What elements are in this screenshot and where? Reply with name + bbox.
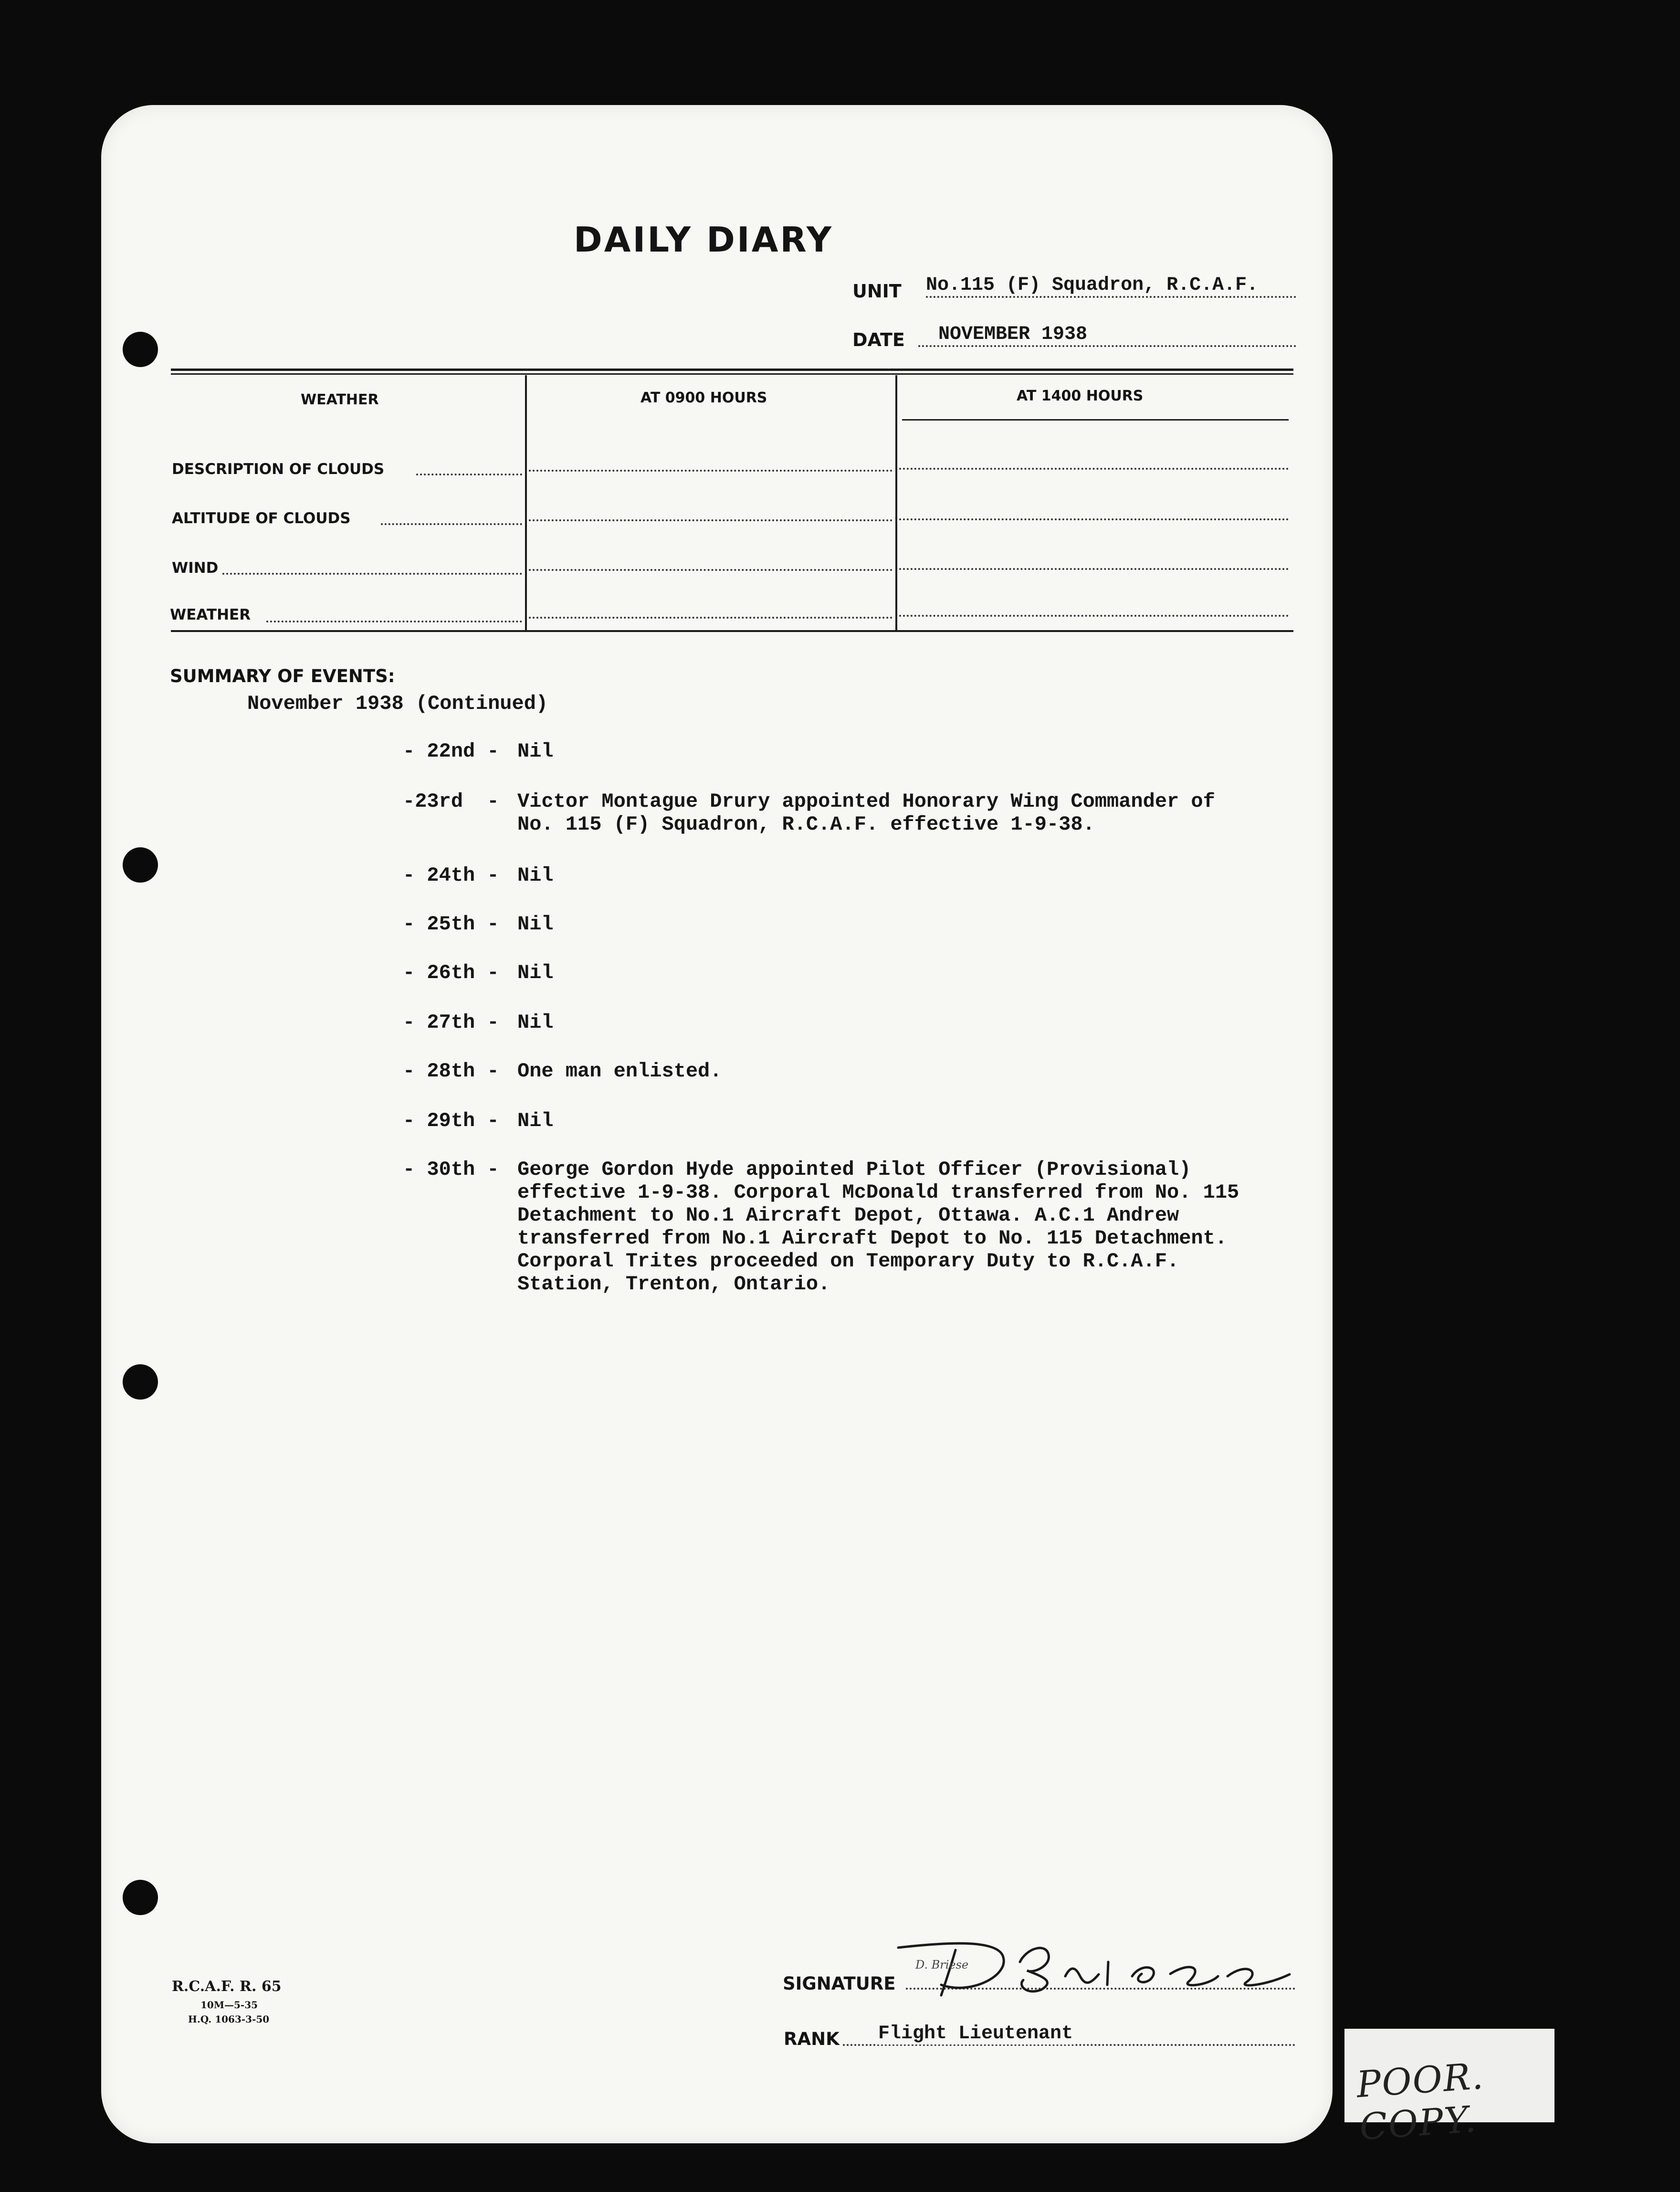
date-label: DATE [852, 329, 905, 350]
entry-date: -23rd - [403, 790, 499, 813]
table-column-divider [895, 375, 897, 630]
row-dotted-line [222, 573, 522, 575]
row-dotted-line [266, 621, 522, 622]
row-dotted-line [899, 468, 1289, 470]
table-header-weather: WEATHER [301, 391, 379, 408]
row-dotted-line [899, 568, 1289, 570]
form-title: DAILY DIARY [574, 220, 834, 260]
table-top-rule-2 [171, 373, 1293, 375]
signature-label: SIGNATURE [783, 1973, 896, 1994]
entry-date: - 25th - [403, 913, 499, 936]
unit-dotted-line [926, 296, 1296, 298]
entry-text: Nil [517, 740, 554, 763]
entry-date: - 22nd - [403, 740, 499, 763]
poor-copy-text: POOR. COPY. [1355, 2054, 1485, 2149]
entry-text: Nil [517, 864, 554, 887]
form-code: R.C.A.F. R. 65 [172, 1978, 282, 1995]
table-header-0900: AT 0900 HOURS [640, 390, 767, 406]
row-dotted-line [529, 569, 892, 571]
print-code: H.Q. 1063-3-50 [188, 2013, 270, 2025]
diary-page [101, 105, 1333, 2143]
entry-date: - 27th - [403, 1011, 499, 1034]
entry-text: One man enlisted. [517, 1060, 722, 1083]
row-label-altitude-of-clouds: ALTITUDE OF CLOUDS [172, 510, 351, 527]
row-label-weather: WEATHER [170, 606, 251, 623]
punch-hole [123, 847, 158, 883]
row-dotted-line [529, 470, 892, 472]
entry-text: Nil [517, 913, 554, 936]
date-dotted-line [918, 345, 1296, 347]
row-label-description-of-clouds: DESCRIPTION OF CLOUDS [172, 461, 385, 478]
entry-date: - 30th - [403, 1158, 499, 1181]
table-header-1400: AT 1400 HOURS [1017, 388, 1144, 404]
date-value: NOVEMBER 1938 [935, 324, 1090, 345]
row-dotted-line [416, 474, 522, 475]
row-dotted-line [899, 518, 1289, 520]
punch-hole [123, 1880, 158, 1915]
poor-copy-stamp [1344, 2029, 1554, 2149]
unit-value: No.115 (F) Squadron, R.C.A.F. [923, 274, 1261, 296]
table-bottom-rule [171, 630, 1293, 632]
entry-date: - 24th - [403, 864, 499, 887]
entry-text: Nil [517, 961, 554, 984]
summary-label: SUMMARY OF EVENTS: [170, 666, 395, 686]
row-dotted-line [899, 615, 1289, 617]
table-top-rule [171, 369, 1293, 371]
table-header-rule [902, 419, 1289, 421]
punch-hole [123, 1364, 158, 1400]
entry-date: - 29th - [403, 1109, 499, 1132]
entry-text: Nil [517, 1109, 554, 1132]
unit-label: UNIT [852, 281, 902, 302]
entry-date: - 26th - [403, 961, 499, 984]
entry-text: Nil [517, 1011, 554, 1034]
summary-period: November 1938 (Continued) [247, 692, 548, 715]
entry-text: Victor Montague Drury appointed Honorary Wing Commander of No. 115 (F) Squadron, R.C.A.F. effective 1-9-38. [517, 790, 1215, 836]
table-column-divider [525, 375, 527, 630]
row-dotted-line [529, 519, 892, 521]
punch-hole [123, 332, 158, 367]
print-code: 10M—5-35 [200, 1999, 258, 2011]
entry-date: - 28th - [403, 1060, 499, 1083]
signature-value: D. Briese [915, 1958, 969, 1971]
entry-text: George Gordon Hyde appointed Pilot Officer (Provisional) effective 1-9-38. Corporal McDonald transferred from No. 115 Detachment to No.1 Aircraft Depot, Ottawa. A.C.1 Andrew transferred from No.1 Aircraft Depot to No. 115 Detachment. Corporal Trites proceeded on Temporary Duty to R.C.A.F. Station, Trenton, Ontario. [517, 1158, 1239, 1296]
row-dotted-line [529, 617, 892, 619]
row-dotted-line [381, 523, 522, 525]
rank-label: RANK [784, 2029, 840, 2049]
row-label-wind: WIND [172, 559, 219, 577]
rank-value: Flight Lieutenant [875, 2023, 1076, 2044]
